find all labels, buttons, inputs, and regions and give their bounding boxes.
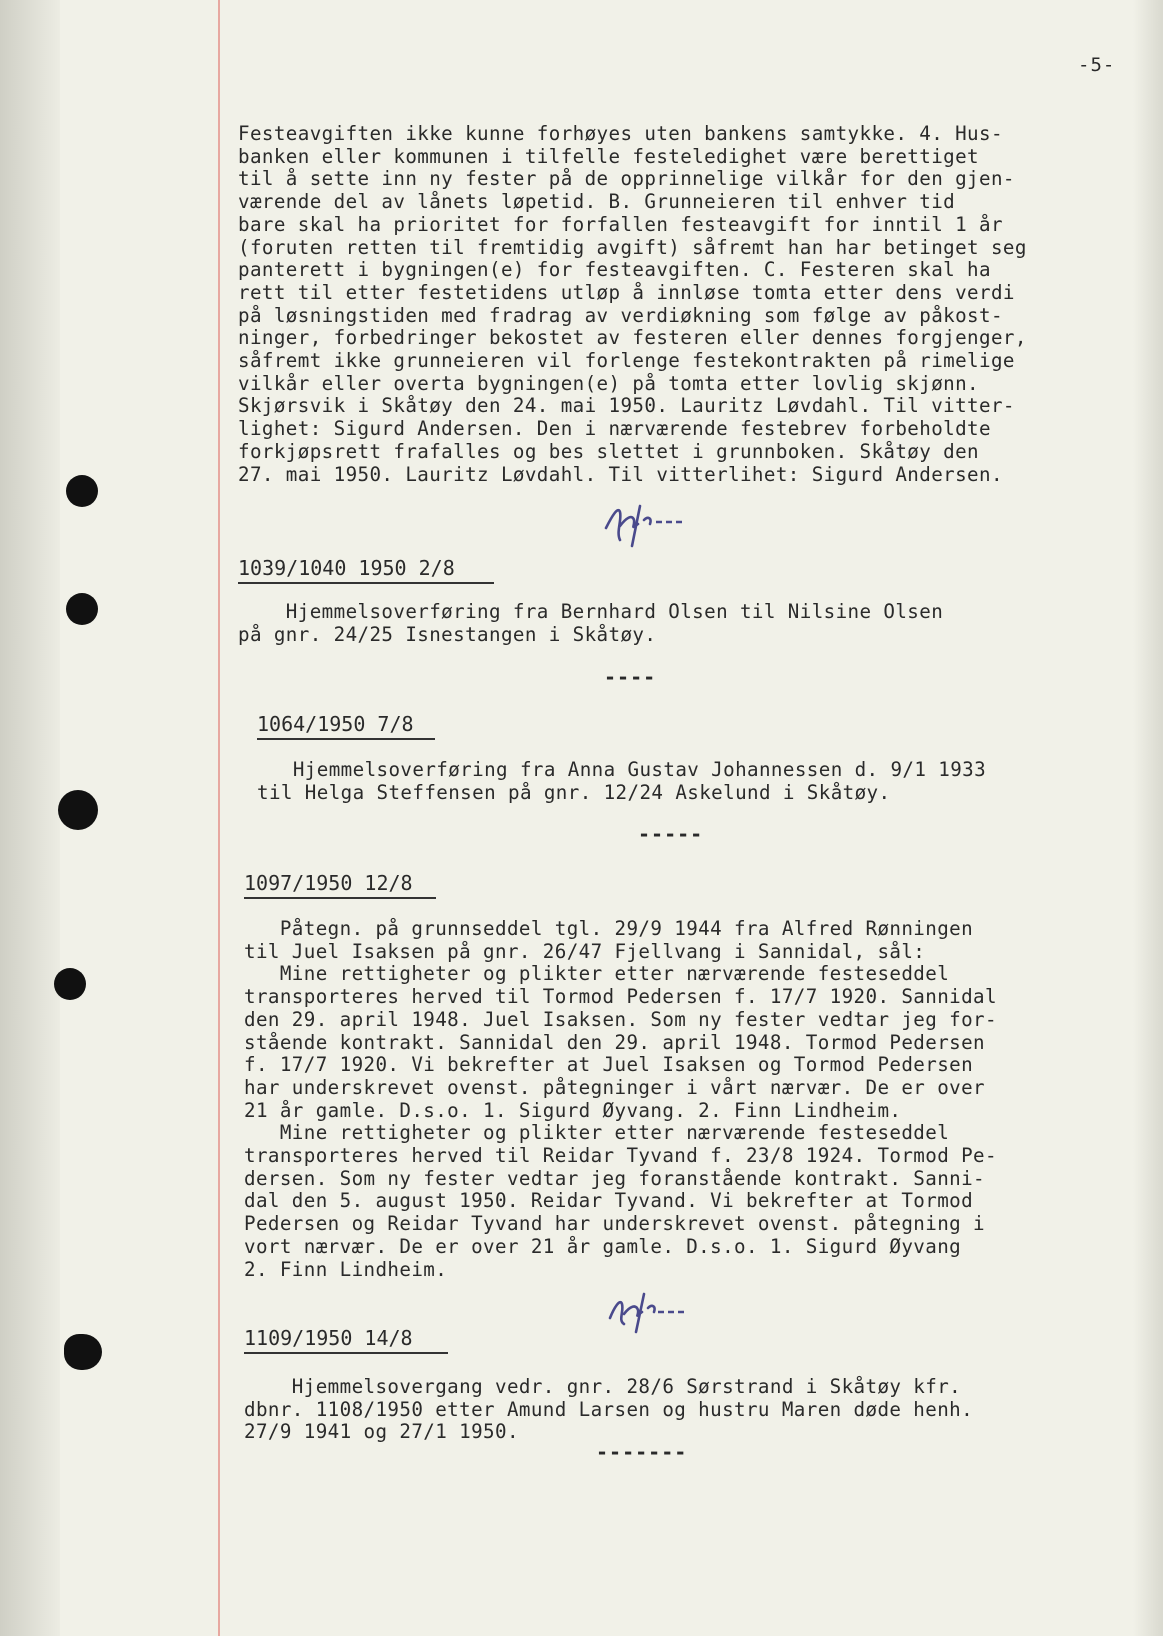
entry-text: Hjemmelsoverføring fra Bernhard Olsen til Nilsine Olsen på gnr. 24/25 Isnestangen i Skåtøy. — [238, 600, 944, 646]
entry-heading: 1109/1950 14/8 — [244, 1326, 448, 1354]
entry-separator: ------- — [596, 1440, 688, 1464]
margin-rule — [218, 0, 220, 1636]
intro-paragraph: Festeavgiften ikke kunne forhøyes uten bankens samtykke. 4. Hus- banken eller kommunen i tilfelle festeledighet være berettiget til å sette inn ny fester på de opprinnelige vilkår for den gjen- værende del av lånets løpetid. B. Grunneieren til enhver tid bare skal ha prioritet for forfallen festeavgift for inntil 1 år (foruten retten til fremtidig avgift) såfremt han har betinget seg panterett i bygningen(e) for festeavgiften. C. Festeren skal ha rett til etter festetidens utløp å innløse tomta etter dens verdi på løsningstiden med fradrag av verdiøkning som følge av påkost- ninger, forbedringer bekostet av festeren eller dennes forgjenger, såfremt ikke grunneieren vil forlenge festekontrakten på rimelige vilkår eller overta bygningen(e) på tomta etter lovlig skjønn. Skjørsvik i Skåtøy den 24. mai 1950. Lauritz Løvdahl. Til vitter- lighet: Sigurd Andersen. Den i nærværende festebrev forbeholdte forkjøpsrett frafalles og bes slettet i grunnboken. Skåtøy den 27. mai 1950. Lauritz Løvdahl. Til vitterlihet: Sigurd Andersen. — [238, 122, 1027, 486]
punch-hole — [66, 593, 98, 625]
entry-text: Hjemmelsovergang vedr. gnr. 28/6 Sørstrand i Skåtøy kfr. dbnr. 1108/1950 etter Amund Larsen og hustru Maren døde henh. 27/9 1941 og 27/1 1950. — [244, 1375, 974, 1444]
entry-heading: 1039/1040 1950 2/8 — [238, 556, 494, 584]
entry-separator: ----- — [638, 822, 704, 846]
entry-text: Hjemmelsoverføring fra Anna Gustav Johannessen d. 9/1 1933 til Helga Steffensen på gnr. 12/24 Askelund i Skåtøy. — [257, 758, 987, 804]
punch-hole — [58, 790, 98, 830]
entry-separator: ---- — [604, 665, 657, 689]
signature-initials — [604, 1288, 694, 1334]
entry-heading: 1064/1950 7/8 — [257, 712, 435, 740]
page-number: -5- — [1078, 54, 1116, 76]
punch-hole — [66, 475, 98, 507]
entry-text: Påtegn. på grunnseddel tgl. 29/9 1944 fra Alfred Rønningen til Juel Isaksen på gnr. 26/47 Fjellvang i Sannidal, sål: Mine rettigheter og plikter etter nærværende festeseddel transporteres herved til Tormod Pedersen f. 17/7 1920. Sannidal den 29. april 1948. Juel Isaksen. Som ny fester vedtar jeg for- stående kontrakt. Sannidal den 29. april 1948. Tormod Pedersen f. 17/7 1920. Vi bekrefter at Juel Isaksen og Tormod Pedersen har underskrevet ovenst. påtegninger i vårt nærvær. De er over 21 år gamle. D.s.o. 1. Sigurd Øyvang. 2. Finn Lindheim. Mine rettigheter og plikter etter nærværende festeseddel transporteres herved til Reidar Tyvand f. 23/8 1924. Tormod Pe- dersen. Som ny fester vedtar jeg foranstående kontrakt. Sanni- dal den 5. august 1950. Reidar Tyvand. Vi bekrefter at Tormod Pedersen og Reidar Tyvand har underskrevet ovenst. påtegning i vort nærvær. De er over 21 år gamle. D.s.o. 1. Sigurd Øyvang 2. Finn Lindheim. — [244, 917, 997, 1281]
entry-heading: 1097/1950 12/8 — [244, 871, 436, 899]
signature-initials — [598, 498, 688, 548]
punch-hole — [54, 968, 86, 1000]
punch-hole — [64, 1334, 102, 1370]
